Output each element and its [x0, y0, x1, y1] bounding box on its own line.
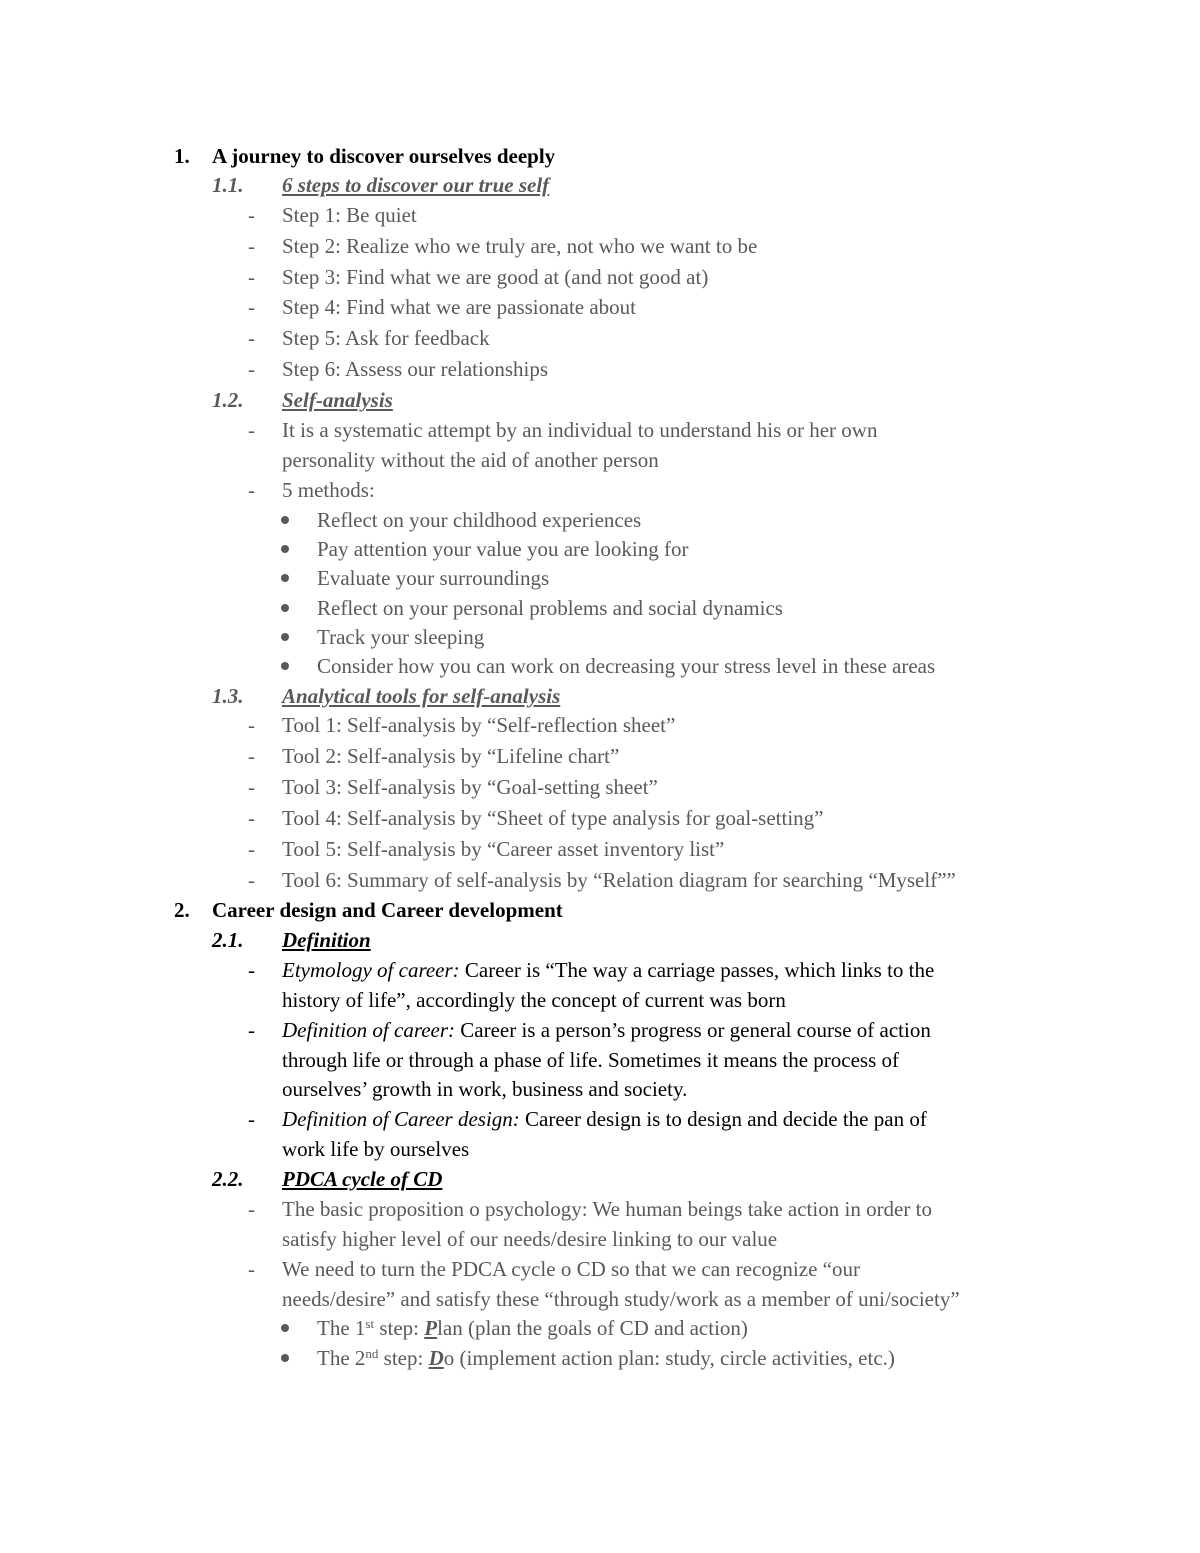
subsection-number: 2.1.	[212, 928, 244, 952]
section-title: Career design and Career development	[212, 898, 563, 922]
bullet-icon	[281, 1354, 289, 1362]
bullet-icon	[281, 662, 289, 670]
subsection-title: PDCA cycle of CD	[282, 1167, 443, 1191]
document-page: 1. A journey to discover ourselves deeply 1.1. 6 steps to discover our true self - Step 1: Be quiet - Step 2: Realize who we truly are, not who we want to be - Step 3: Find what we are good at (and not good at) - Step 4: Find what we are passionate about - Step 5: Ask for feedback - Step 6: Assess our relationships 1.2. Self-analysis - It is a systematic attempt by an individual to understand his or her own personality without the aid of another person - 5 methods: Reflect on your childhood experiences Pay attention your value you are looking for Evaluate your surroundings Reflect on your personal problems and social dynamics Track your sleeping Consider how you can work on decreasing your stress level in these areas 1.3. Analytical tools for self-analysis - Tool 1: Self-analysis by “Self-reflection sheet” - Tool 2: Self-analysis by “Lifeline chart” - Tool 3: Self-analysis by “Goal-setting sheet” - Tool 4: Self-analysis by “Sheet of type analysis for goal-setting” - Tool 5: Self-analysis by “Career asset inventory list” - Tool 6: Summary of self-analysis by “Relation diagram for searching “Myself”” 2. Career design and Career development 2.1. Definition - Etymology of career: Career is “The way a carriage passes, which links to the history of life”, accordingly the concept of current was born - Definition of career: Career is a person’s progress or general course of action through life or through a phase of life. Sometimes it means the process of ourselves’ growth in work, business and society. - Definition of Career design: Career design is to design and decide the pan of work life by ourselves 2.2. PDCA cycle of CD - The basic proposition o psychology: We human beings take action in order to satisfy higher level of our needs/desire linking to our value - We need to turn the PDCA cycle o CD so that we can recognize “our needs/desire” and satisfy these “through study/work as a member of uni/society” The 1st step: Plan (plan the goals of CD and action) The 2nd step: Do (implement action plan: study, circle activities, etc.)	[0, 0, 1200, 1553]
subsection-title: Analytical tools for self-analysis	[282, 684, 561, 708]
subsection-number: 1.2.	[212, 388, 244, 412]
bullet-icon	[281, 545, 289, 553]
bullet-icon	[281, 1324, 289, 1332]
section-number: 2.	[174, 898, 190, 922]
section-title: A journey to discover ourselves deeply	[212, 144, 556, 168]
subsection-number: 1.3.	[212, 684, 244, 708]
section-number: 1.	[174, 144, 190, 168]
subsection-title: Self-analysis	[282, 388, 393, 412]
bullet-icon	[281, 604, 289, 612]
bullet-icon	[281, 516, 289, 524]
subsection-number: 2.2.	[212, 1167, 244, 1191]
subsection-title: Definition	[282, 928, 371, 952]
bullet-icon	[281, 574, 289, 582]
subsection-title: 6 steps to discover our true self	[282, 173, 550, 197]
subsection-number: 1.1.	[212, 173, 244, 197]
bullet-icon	[281, 633, 289, 641]
